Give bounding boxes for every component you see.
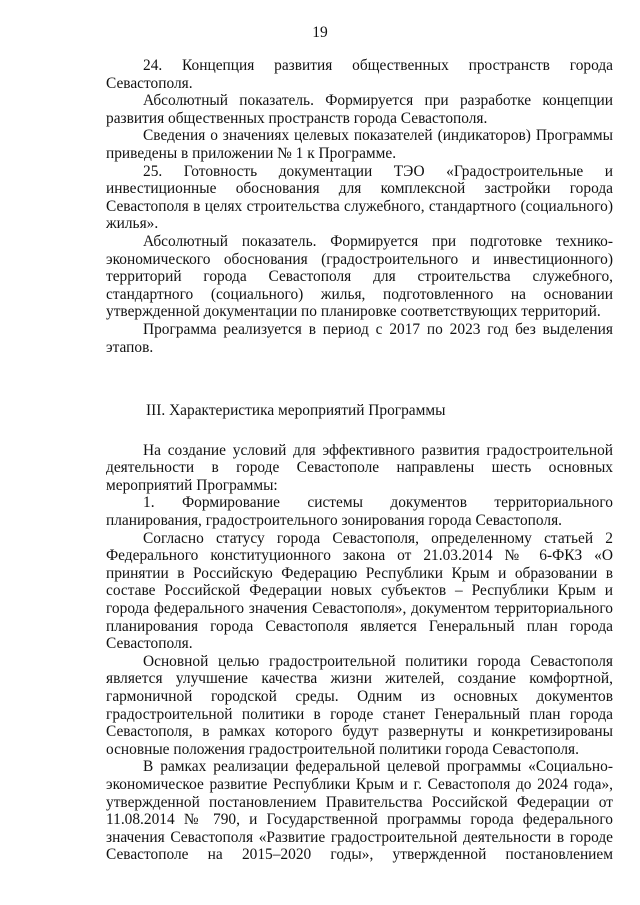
paragraph: 1. Формирование системы документов территориального планирования, градостроительного зонирования города Севастополя. bbox=[106, 494, 613, 530]
document-body bbox=[106, 57, 613, 864]
paragraph: Согласно статусу города Севастополя, определенному статьей 2 Федерального конституционного закона от 21.03.2014 № 6-ФКЗ «О принятии в Российскую Федерацию Республики Крым и образовании в составе Российской Федерации новых субъектов – Республики Крым и города федерального значения Севастополя», документом территориального планирования города Севастополя является Генеральный план города Севастополя. bbox=[106, 529, 613, 653]
section-title: III. Характеристика мероприятий Программы bbox=[146, 402, 446, 420]
spacer bbox=[106, 356, 613, 402]
paragraph: Абсолютный показатель. Формируется при подготовке технико-экономического обоснования (градостроительного и инвестиционного) территорий города Севастополя для строительства служебного, стандартного (социального) жилья, подготовленного на основании утвержденной документации по планировке соответствующих территорий. bbox=[106, 232, 613, 321]
spacer bbox=[106, 420, 613, 442]
paragraph: 25. Готовность документации ТЭО «Градостроительные и инвестиционные обоснования для комплексной застройки города Севастополя в целях строительства служебного, стандартного (социального) жилья». bbox=[106, 162, 613, 233]
paragraph: Абсолютный показатель. Формируется при разработке концепции развития общественных пространств города Севастополя. bbox=[106, 92, 613, 127]
paragraph: В рамках реализации федеральной целевой программы «Социально-экономическое развитие Республики Крым и г. Севастополя до 2024 года», утвержденной постановлением Правительства Российской Федерации от 11.08.2014 № 790, и Государственной программы города федерального значения Севастополя «Развитие градостроительной деятельности в городе Севастополе на 2015–2020 годы», утвержденной постановлением bbox=[106, 758, 613, 864]
page-number: 19 bbox=[312, 24, 328, 41]
paragraph: Программа реализуется в период с 2017 по 2023 год без выделения этапов. bbox=[106, 320, 613, 356]
paragraph: Основной целью градостроительной политики города Севастополя является улучшение качества жизни жителей, создание комфортной, гармоничной городской среды. Одним из основных документов градостроительной политики в городе станет Генеральный план города Севастополя, в рамках которого будут развернуты и конкретизированы основные положения градостроительной политики города Севастополя. bbox=[106, 652, 613, 758]
paragraph: На создание условий для эффективного развития градостроительной деятельности в городе Севастополе направлены шесть основных мероприятий Программы: bbox=[106, 441, 613, 494]
paragraph: Сведения о значениях целевых показателей (индикаторов) Программы приведены в приложении № 1 к Программе. bbox=[106, 127, 613, 162]
paragraph: 24. Концепция развития общественных пространств города Севастополя. bbox=[106, 57, 613, 92]
